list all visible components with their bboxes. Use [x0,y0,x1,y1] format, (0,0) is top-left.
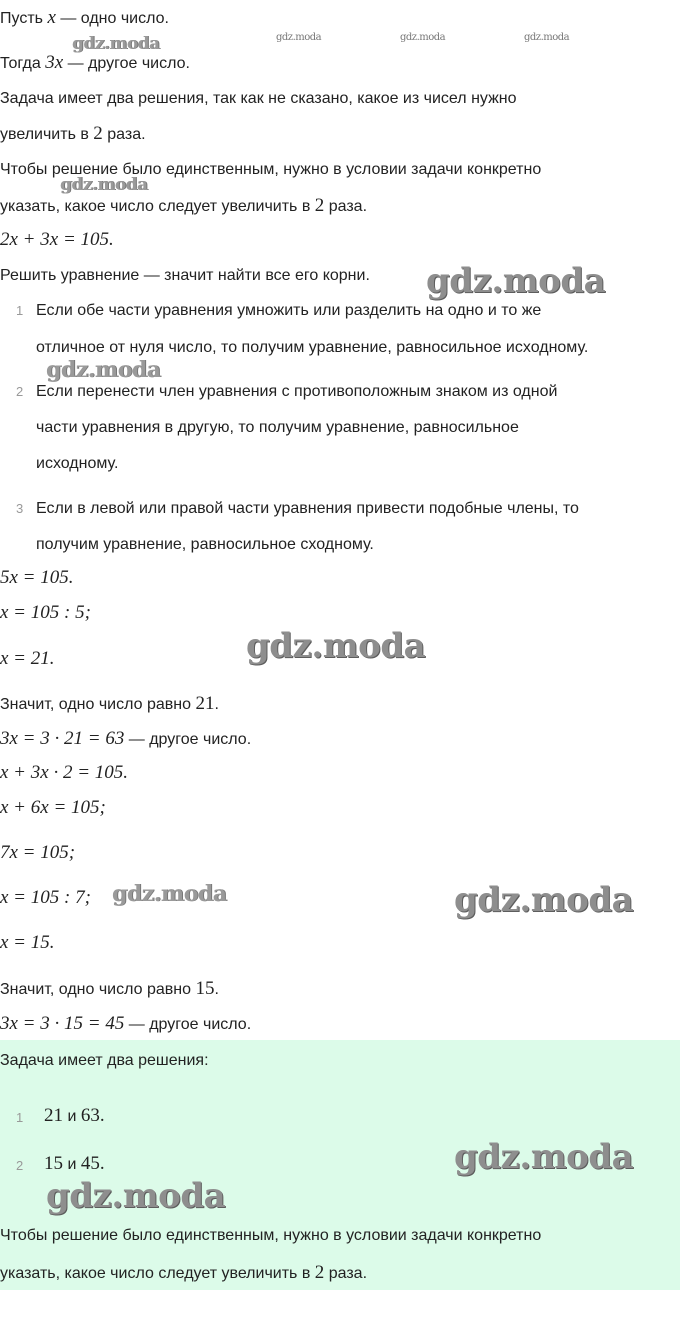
solution-2-eq-1: x + 3x · 2 = 105. [0,762,129,783]
rule-2-number: 2 [16,384,24,399]
intro-line-4: увеличить в 2 раза. [0,123,146,144]
solution-1-eq-1: 5x = 105. [0,567,74,588]
watermark: gdz.moda [46,357,161,383]
solution-2-eq-3: 7x = 105; [0,842,76,863]
watermark: gdz.moda [524,32,570,43]
intro-line-3: Задача имеет два решения, так как не сказано, какое из чисел нужно [0,90,517,107]
watermark: gdz.moda [46,1176,226,1216]
solution-1-result: Значит, одно число равно 21. [0,693,219,714]
rule-2-line-1: Если перенести член уравнения с противоположным знаком из одной [36,383,558,400]
intro-line-6: указать, какое число следует увеличить в 2 раза. [0,195,368,216]
solution-1-eq-2: x = 105 : 5; [0,602,91,623]
solution-2-eq-4: x = 105 : 7; [0,887,91,908]
watermark: gdz.moda [112,881,227,907]
answer-title: Задача имеет два решения: [0,1052,209,1069]
rule-2-line-2: части уравнения в другую, то получим уравнение, равносильное [36,419,519,436]
solution-2-eq-2: x + 6x = 105; [0,797,106,818]
solution-2-eq-5: x = 15. [0,932,55,953]
rule-1-line-1: Если обе части уравнения умножить или разделить на одно и то же [36,302,542,319]
intro-line-1: Пусть x — одно число. [0,7,169,28]
solution-2-other: 3x = 3 · 15 = 45 — другое число. [0,1013,252,1034]
rule-2-line-3: исходному. [36,455,119,472]
answer-2: 15 и 45. [44,1153,105,1174]
rule-1-line-2: отличное от нуля число, то получим уравнение, равносильное исходному. [36,339,589,356]
watermark: gdz.moda [426,261,606,301]
answer-conclusion-line-2: указать, какое число следует увеличить в 2 раза. [0,1262,368,1283]
watermark: gdz.moda [60,175,148,195]
answer-1: 21 и 63. [44,1105,105,1126]
answer-2-number: 2 [16,1158,24,1173]
rule-intro: Решить уравнение — значит найти все его корни. [0,267,370,284]
watermark: gdz.moda [454,1137,634,1177]
answer-conclusion-line-1: Чтобы решение было единственным, нужно в условии задачи конкретно [0,1227,542,1244]
watermark: gdz.moda [246,626,426,666]
solution-1-other: 3x = 3 · 21 = 63 — другое число. [0,728,252,749]
equation-main: 2x + 3x = 105. [0,229,114,250]
watermark: gdz.moda [400,32,446,43]
rule-3-line-2: получим уравнение, равносильное сходному. [36,536,374,553]
solution-1-eq-3: x = 21. [0,648,55,669]
solution-2-result: Значит, одно число равно 15. [0,978,219,999]
watermark: gdz.moda [72,34,160,54]
watermark: gdz.moda [454,880,634,920]
rule-3-number: 3 [16,501,24,516]
rule-3-line-1: Если в левой или правой части уравнения привести подобные члены, то [36,500,579,517]
intro-line-2: Тогда 3x — другое число. [0,52,190,73]
answer-1-number: 1 [16,1110,24,1125]
intro-line-5: Чтобы решение было единственным, нужно в условии задачи конкретно [0,161,542,178]
watermark: gdz.moda [276,32,322,43]
rule-1-number: 1 [16,303,24,318]
